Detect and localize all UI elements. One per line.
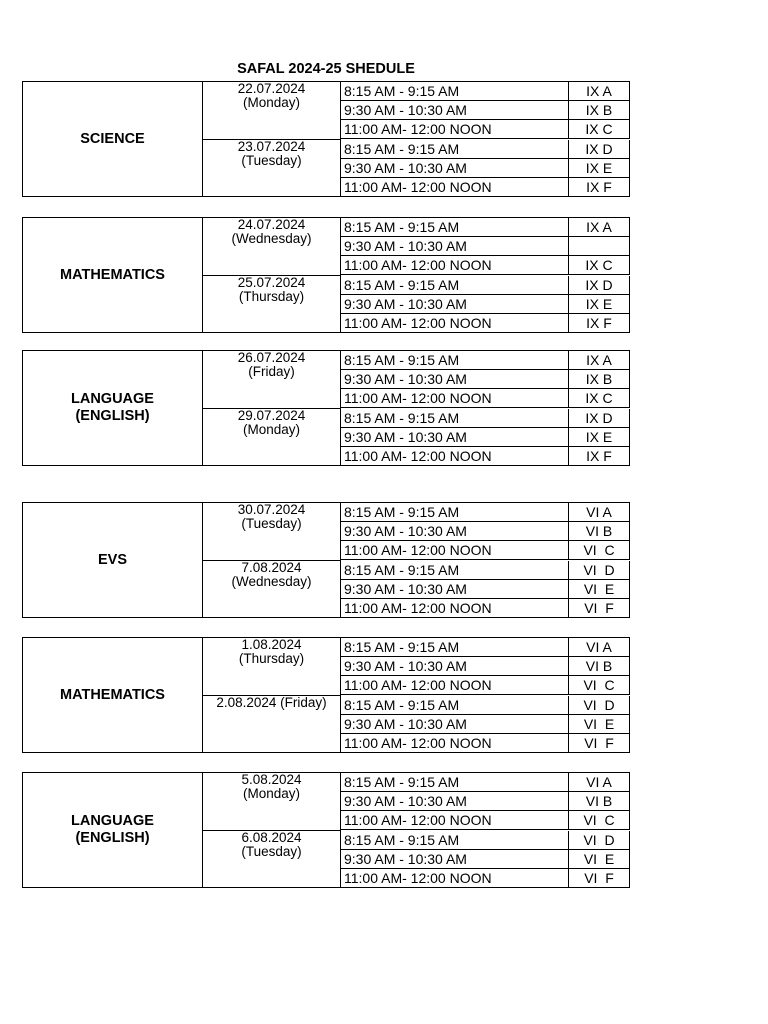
date-text: 22.07.2024 xyxy=(237,81,306,96)
class-cell: IX D xyxy=(569,140,630,159)
weekday-text: (Wednesday) xyxy=(231,231,312,246)
class-cell: IX A xyxy=(569,82,630,101)
subject-cell: EVS xyxy=(23,503,203,618)
class-cell: VI B xyxy=(569,657,630,676)
date-text: 26.07.2024 xyxy=(237,350,306,365)
weekday-text: (Wednesday) xyxy=(231,574,312,589)
class-cell: IX C xyxy=(569,389,630,408)
class-cell: IX F xyxy=(569,314,630,333)
time-cell: 11:00 AM- 12:00 NOON xyxy=(341,541,569,560)
schedule-block xyxy=(22,637,630,753)
time-cell: 8:15 AM - 9:15 AM xyxy=(341,503,569,522)
date-text: 29.07.2024 xyxy=(237,408,306,423)
weekday-text: (Friday) xyxy=(248,364,295,379)
time-cell: 11:00 AM- 12:00 NOON xyxy=(341,599,569,618)
weekday-text: (Tuesday) xyxy=(241,844,302,859)
time-cell: 9:30 AM - 10:30 AM xyxy=(341,580,569,599)
time-cell: 9:30 AM - 10:30 AM xyxy=(341,792,569,811)
time-cell: 11:00 AM- 12:00 NOON xyxy=(341,734,569,753)
weekday-text: (Tuesday) xyxy=(241,516,302,531)
time-cell: 11:00 AM- 12:00 NOON xyxy=(341,676,569,695)
time-cell: 8:15 AM - 9:15 AM xyxy=(341,351,569,370)
date-cell xyxy=(203,503,341,561)
time-cell: 8:15 AM - 9:15 AM xyxy=(341,409,569,428)
class-cell: VI E xyxy=(569,580,630,599)
class-cell: IX B xyxy=(569,101,630,120)
date-cell xyxy=(203,831,341,888)
time-cell: 8:15 AM - 9:15 AM xyxy=(341,773,569,792)
time-cell: 11:00 AM- 12:00 NOON xyxy=(341,178,569,197)
weekday-text: (Monday) xyxy=(242,786,301,801)
time-cell: 8:15 AM - 9:15 AM xyxy=(341,140,569,159)
time-cell: 11:00 AM- 12:00 NOON xyxy=(341,811,569,830)
date-text: 23.07.2024 xyxy=(237,139,306,154)
time-cell: 11:00 AM- 12:00 NOON xyxy=(341,120,569,139)
subject-cell: MATHEMATICS xyxy=(23,218,203,333)
class-cell: VI F xyxy=(569,599,630,618)
time-cell: 8:15 AM - 9:15 AM xyxy=(341,218,569,237)
time-cell: 9:30 AM - 10:30 AM xyxy=(341,295,569,314)
class-cell: VI E xyxy=(569,715,630,734)
time-cell: 9:30 AM - 10:30 AM xyxy=(341,101,569,120)
class-cell: VI C xyxy=(569,811,630,830)
class-cell: VI D xyxy=(569,696,630,715)
date-cell xyxy=(203,82,341,140)
date-cell xyxy=(203,561,341,618)
class-cell: VI A xyxy=(569,503,630,522)
date-text: 2.08.2024 (Friday) xyxy=(216,695,327,710)
weekday-text: (Monday) xyxy=(242,95,301,110)
class-cell xyxy=(569,237,630,256)
class-cell: VI D xyxy=(569,561,630,580)
class-cell: IX B xyxy=(569,370,630,389)
page-title: SAFAL 2024-25 SHEDULE xyxy=(237,61,415,77)
schedule-block xyxy=(22,81,630,197)
date-text: 25.07.2024 xyxy=(237,275,306,290)
date-text: 30.07.2024 xyxy=(237,502,306,517)
time-cell: 8:15 AM - 9:15 AM xyxy=(341,696,569,715)
class-cell: IX E xyxy=(569,295,630,314)
time-cell: 9:30 AM - 10:30 AM xyxy=(341,715,569,734)
class-cell: VI B xyxy=(569,792,630,811)
time-cell: 9:30 AM - 10:30 AM xyxy=(341,370,569,389)
date-text: 24.07.2024 xyxy=(237,217,306,232)
date-cell xyxy=(203,218,341,276)
subject-cell: SCIENCE xyxy=(23,82,203,197)
class-cell: VI B xyxy=(569,522,630,541)
time-cell: 11:00 AM- 12:00 NOON xyxy=(341,314,569,333)
time-cell: 11:00 AM- 12:00 NOON xyxy=(341,256,569,275)
date-cell xyxy=(203,773,341,831)
date-text: 1.08.2024 xyxy=(241,637,302,652)
class-cell: VI A xyxy=(569,638,630,657)
time-cell: 8:15 AM - 9:15 AM xyxy=(341,276,569,295)
date-cell xyxy=(203,140,341,197)
weekday-text: (Monday) xyxy=(242,422,301,437)
class-cell: IX E xyxy=(569,428,630,447)
subject-cell: MATHEMATICS xyxy=(23,638,203,753)
date-cell xyxy=(203,351,341,409)
class-cell: IX A xyxy=(569,218,630,237)
class-cell: IX D xyxy=(569,409,630,428)
class-cell: VI C xyxy=(569,541,630,560)
time-cell: 11:00 AM- 12:00 NOON xyxy=(341,447,569,466)
class-cell: VI C xyxy=(569,676,630,695)
class-cell: VI F xyxy=(569,734,630,753)
time-cell: 9:30 AM - 10:30 AM xyxy=(341,850,569,869)
class-cell: IX A xyxy=(569,351,630,370)
weekday-text: (Thursday) xyxy=(238,289,305,304)
class-cell: VI A xyxy=(569,773,630,792)
date-cell xyxy=(203,276,341,333)
weekday-text: (Thursday) xyxy=(238,651,305,666)
class-cell: VI F xyxy=(569,869,630,888)
date-text: 7.08.2024 xyxy=(241,560,302,575)
class-cell: IX D xyxy=(569,276,630,295)
class-cell: IX E xyxy=(569,159,630,178)
subject-cell: LANGUAGE (ENGLISH) xyxy=(23,351,203,466)
time-cell: 9:30 AM - 10:30 AM xyxy=(341,237,569,256)
schedule-block xyxy=(22,502,630,618)
date-text: 5.08.2024 xyxy=(241,772,302,787)
schedule-block xyxy=(22,217,630,333)
time-cell: 9:30 AM - 10:30 AM xyxy=(341,657,569,676)
time-cell: 9:30 AM - 10:30 AM xyxy=(341,159,569,178)
time-cell: 11:00 AM- 12:00 NOON xyxy=(341,869,569,888)
time-cell: 8:15 AM - 9:15 AM xyxy=(341,831,569,850)
class-cell: IX C xyxy=(569,120,630,139)
time-cell: 11:00 AM- 12:00 NOON xyxy=(341,389,569,408)
time-cell: 9:30 AM - 10:30 AM xyxy=(341,522,569,541)
date-cell xyxy=(203,409,341,466)
time-cell: 8:15 AM - 9:15 AM xyxy=(341,638,569,657)
date-text: 6.08.2024 xyxy=(241,830,302,845)
date-cell xyxy=(203,696,341,753)
time-cell: 8:15 AM - 9:15 AM xyxy=(341,82,569,101)
weekday-text: (Tuesday) xyxy=(241,153,302,168)
subject-cell: LANGUAGE (ENGLISH) xyxy=(23,773,203,888)
class-cell: IX F xyxy=(569,447,630,466)
class-cell: VI E xyxy=(569,850,630,869)
time-cell: 9:30 AM - 10:30 AM xyxy=(341,428,569,447)
class-cell: VI D xyxy=(569,831,630,850)
class-cell: IX F xyxy=(569,178,630,197)
class-cell: IX C xyxy=(569,256,630,275)
schedule-block xyxy=(22,350,630,466)
date-cell xyxy=(203,638,341,696)
schedule-block xyxy=(22,772,630,888)
time-cell: 8:15 AM - 9:15 AM xyxy=(341,561,569,580)
